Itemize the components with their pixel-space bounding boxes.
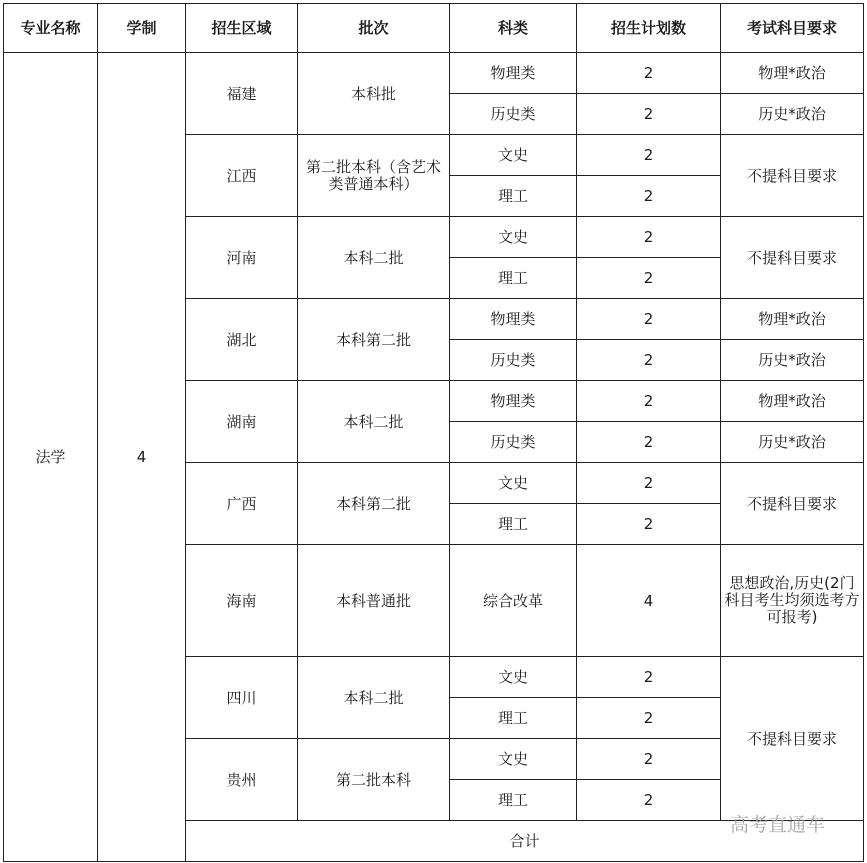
plan-cell: 2 xyxy=(577,422,721,463)
plan-cell: 2 xyxy=(577,340,721,381)
requirement-cell: 物理*政治 xyxy=(721,53,864,94)
category-cell: 理工 xyxy=(450,258,577,299)
total-label: 合计 xyxy=(186,821,864,862)
category-cell: 文史 xyxy=(450,739,577,780)
plan-cell: 2 xyxy=(577,504,721,545)
category-cell: 理工 xyxy=(450,780,577,821)
plan-cell: 2 xyxy=(577,258,721,299)
requirement-cell: 历史*政治 xyxy=(721,422,864,463)
plan-cell: 2 xyxy=(577,657,721,698)
batch-cell: 本科第二批 xyxy=(298,463,450,545)
plan-cell: 2 xyxy=(577,299,721,340)
plan-cell: 2 xyxy=(577,217,721,258)
category-cell: 综合改革 xyxy=(450,545,577,657)
header-row xyxy=(4,4,864,53)
region-cell: 海南 xyxy=(186,545,298,657)
batch-cell: 本科批 xyxy=(298,53,450,135)
batch-cell: 本科二批 xyxy=(298,217,450,299)
header-duration: 学制 xyxy=(98,4,186,53)
region-cell: 湖北 xyxy=(186,299,298,381)
category-cell: 历史类 xyxy=(450,422,577,463)
table-row xyxy=(4,53,864,94)
category-cell: 物理类 xyxy=(450,299,577,340)
plan-cell: 2 xyxy=(577,176,721,217)
header-plan: 招生计划数 xyxy=(577,4,721,53)
plan-cell: 2 xyxy=(577,53,721,94)
category-cell: 历史类 xyxy=(450,94,577,135)
requirement-cell: 物理*政治 xyxy=(721,381,864,422)
batch-cell: 第二批本科（含艺术类普通本科） xyxy=(298,135,450,217)
region-cell: 江西 xyxy=(186,135,298,217)
category-cell: 文史 xyxy=(450,217,577,258)
region-cell: 广西 xyxy=(186,463,298,545)
batch-cell: 本科普通批 xyxy=(298,545,450,657)
plan-cell: 2 xyxy=(577,94,721,135)
category-cell: 理工 xyxy=(450,504,577,545)
category-cell: 文史 xyxy=(450,463,577,504)
enrollment-table xyxy=(3,3,864,862)
duration-cell: 4 xyxy=(98,53,186,862)
plan-cell: 2 xyxy=(577,381,721,422)
category-cell: 理工 xyxy=(450,176,577,217)
header-batch: 批次 xyxy=(298,4,450,53)
category-cell: 文史 xyxy=(450,657,577,698)
batch-cell: 本科第二批 xyxy=(298,299,450,381)
category-cell: 物理类 xyxy=(450,381,577,422)
header-major: 专业名称 xyxy=(4,4,98,53)
plan-cell: 2 xyxy=(577,698,721,739)
header-region: 招生区域 xyxy=(186,4,298,53)
requirement-cell: 不提科目要求 xyxy=(721,657,864,821)
region-cell: 贵州 xyxy=(186,739,298,821)
region-cell: 河南 xyxy=(186,217,298,299)
plan-cell: 2 xyxy=(577,135,721,176)
region-cell: 四川 xyxy=(186,657,298,739)
batch-cell: 本科二批 xyxy=(298,657,450,739)
batch-cell: 本科二批 xyxy=(298,381,450,463)
category-cell: 物理类 xyxy=(450,53,577,94)
plan-cell: 2 xyxy=(577,780,721,821)
requirement-cell: 不提科目要求 xyxy=(721,217,864,299)
batch-cell: 第二批本科 xyxy=(298,739,450,821)
category-cell: 理工 xyxy=(450,698,577,739)
requirement-cell: 历史*政治 xyxy=(721,340,864,381)
plan-cell: 4 xyxy=(577,545,721,657)
major-cell: 法学 xyxy=(4,53,98,862)
plan-cell: 2 xyxy=(577,739,721,780)
category-cell: 文史 xyxy=(450,135,577,176)
region-cell: 湖南 xyxy=(186,381,298,463)
header-category: 科类 xyxy=(450,4,577,53)
watermark-text: 高考直通车 xyxy=(730,814,826,836)
requirement-cell: 思想政治,历史(2门科目考生均须选考方可报考) xyxy=(721,545,864,657)
region-cell: 福建 xyxy=(186,53,298,135)
requirement-cell: 历史*政治 xyxy=(721,94,864,135)
requirement-cell: 物理*政治 xyxy=(721,299,864,340)
header-requirement: 考试科目要求 xyxy=(721,4,864,53)
requirement-cell: 不提科目要求 xyxy=(721,135,864,217)
plan-cell: 2 xyxy=(577,463,721,504)
category-cell: 历史类 xyxy=(450,340,577,381)
requirement-cell: 不提科目要求 xyxy=(721,463,864,545)
